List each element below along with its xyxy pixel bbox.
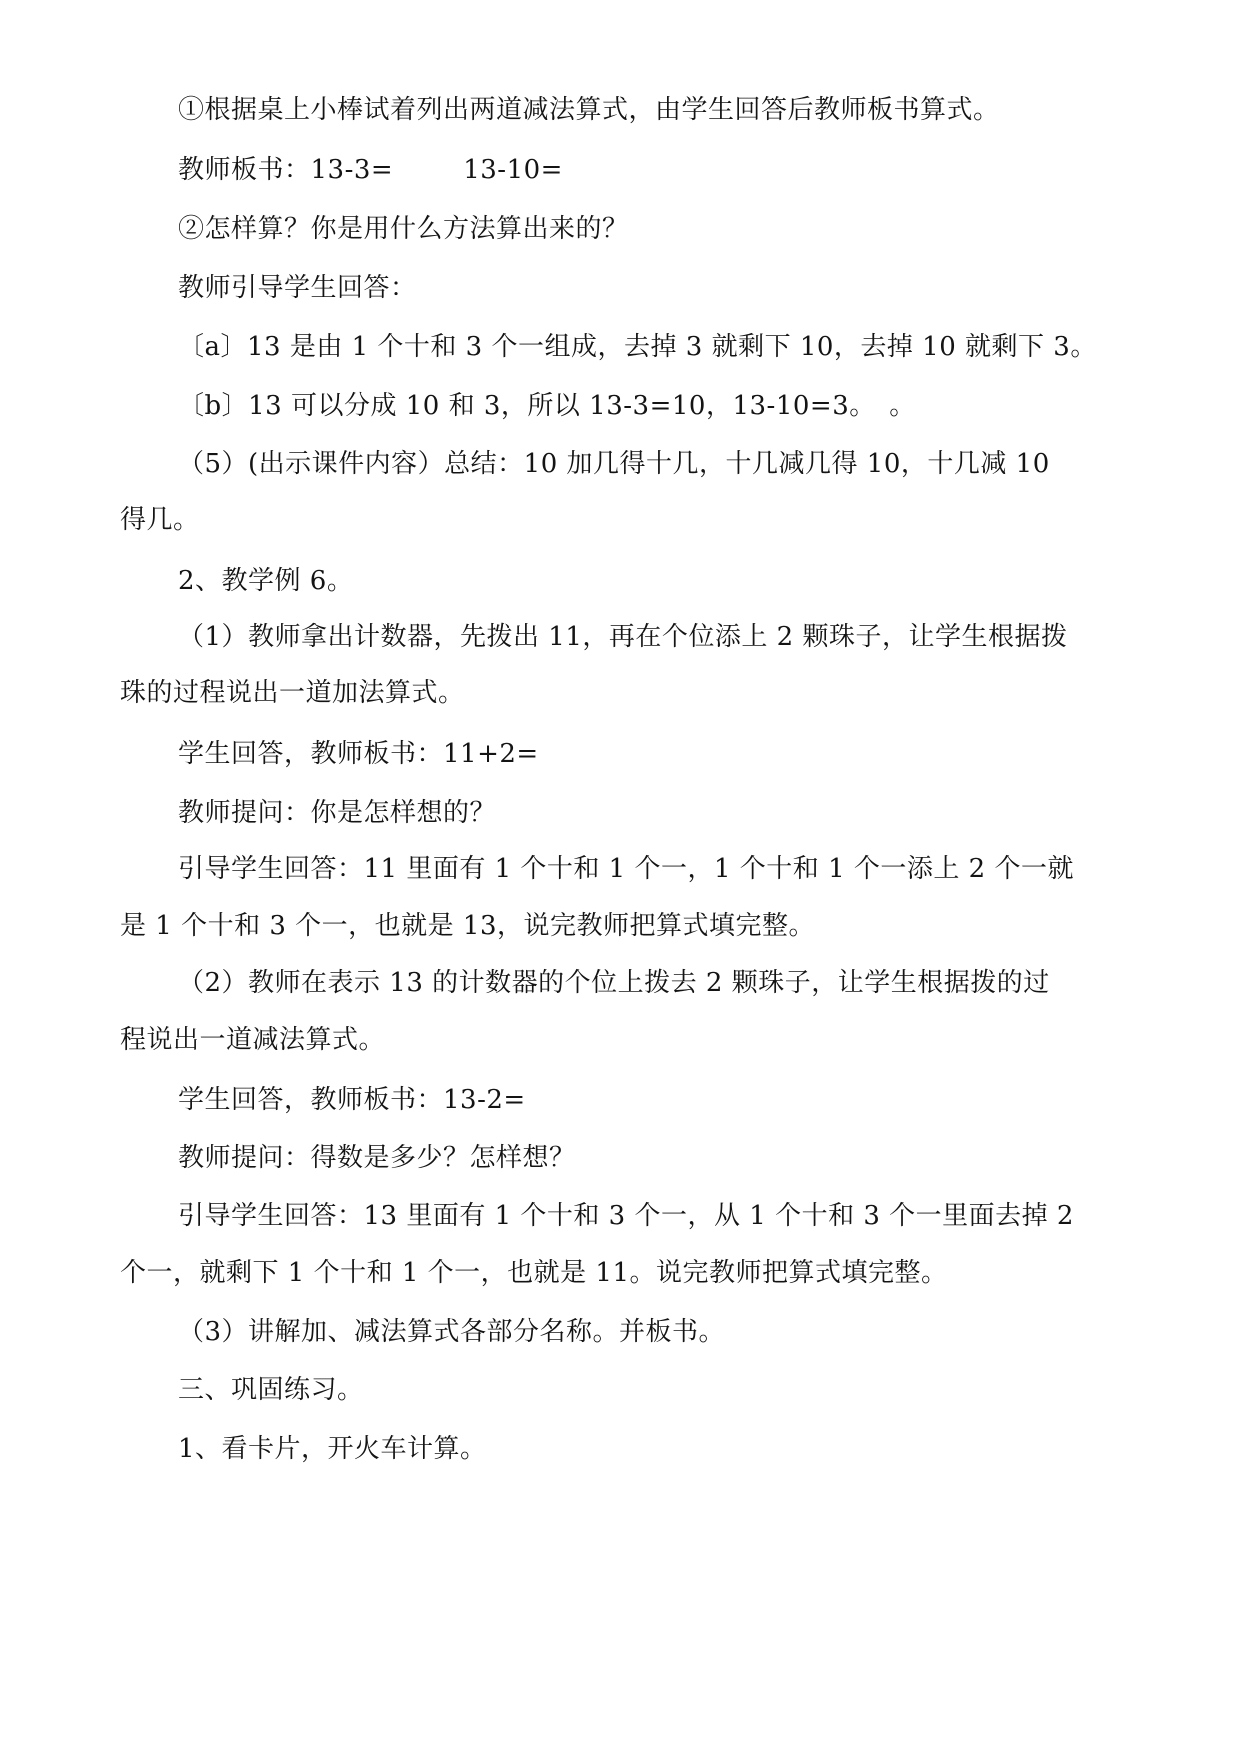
teacher-question-1: 教师提问：你是怎样想的？ (178, 798, 497, 828)
guide-answer-1-line2: 是 1 个十和 3 个一，也就是 13，说完教师把算式填完整。 (120, 911, 815, 941)
board-formula-1: 教师板书：13-3= (178, 155, 394, 185)
board-addition: 学生回答，教师板书：11+2= (178, 739, 539, 769)
section-practice: 三、巩固练习。 (178, 1375, 364, 1405)
example6-step1-line2: 珠的过程说出一道加法算式。 (120, 678, 465, 708)
answer-a: 〔a〕13 是由 1 个十和 3 个一组成，去掉 3 就剩下 10，去掉 10 就剩下 3。 (178, 332, 1097, 362)
example6-step2-line1: （2）教师在表示 13 的计数器的个位上拨去 2 颗珠子，让学生根据拨的过 (178, 968, 1050, 998)
answer-b: 〔b〕13 可以分成 10 和 3，所以 13-3=10，13-10=3。 。 (178, 391, 916, 421)
summary-line-2: 得几。 (120, 505, 200, 535)
practice-item-1: 1、看卡片，开火车计算。 (178, 1434, 487, 1464)
board-formulas-line (178, 153, 563, 187)
board-formula-2: 13-10= (463, 155, 563, 185)
guide-answer-2-line2: 个一，就剩下 1 个十和 1 个一，也就是 11。说完教师把算式填完整。 (120, 1258, 948, 1288)
guide-answer-1-line1: 引导学生回答：11 里面有 1 个十和 1 个一，1 个十和 1 个一添上 2 个一就 (178, 854, 1074, 884)
section-example-6: 2、教学例 6。 (178, 566, 354, 596)
summary-line-1: （5）(出示课件内容）总结：10 加几得十几，十几减几得 10，十几减 10 (178, 449, 1050, 479)
example6-step2-line2: 程说出一道减法算式。 (120, 1025, 386, 1055)
guide-answer-2-line1: 引导学生回答：13 里面有 1 个十和 3 个一，从 1 个十和 3 个一里面去掉 2 (178, 1201, 1074, 1231)
step-1-instruction: ①根据桌上小棒试着列出两道减法算式，由学生回答后教师板书算式。 (178, 95, 1000, 125)
teacher-question-2: 教师提问：得数是多少？怎样想？ (178, 1143, 576, 1173)
example6-step3: （3）讲解加、减法算式各部分名称。并板书。 (178, 1317, 726, 1347)
guide-heading: 教师引导学生回答： (178, 273, 417, 303)
step-2-question: ②怎样算？你是用什么方法算出来的？ (178, 214, 629, 244)
example6-step1-line1: （1）教师拿出计数器，先拨出 11，再在个位添上 2 颗珠子，让学生根据拨 (178, 622, 1068, 652)
board-subtraction: 学生回答，教师板书：13-2= (178, 1085, 526, 1115)
